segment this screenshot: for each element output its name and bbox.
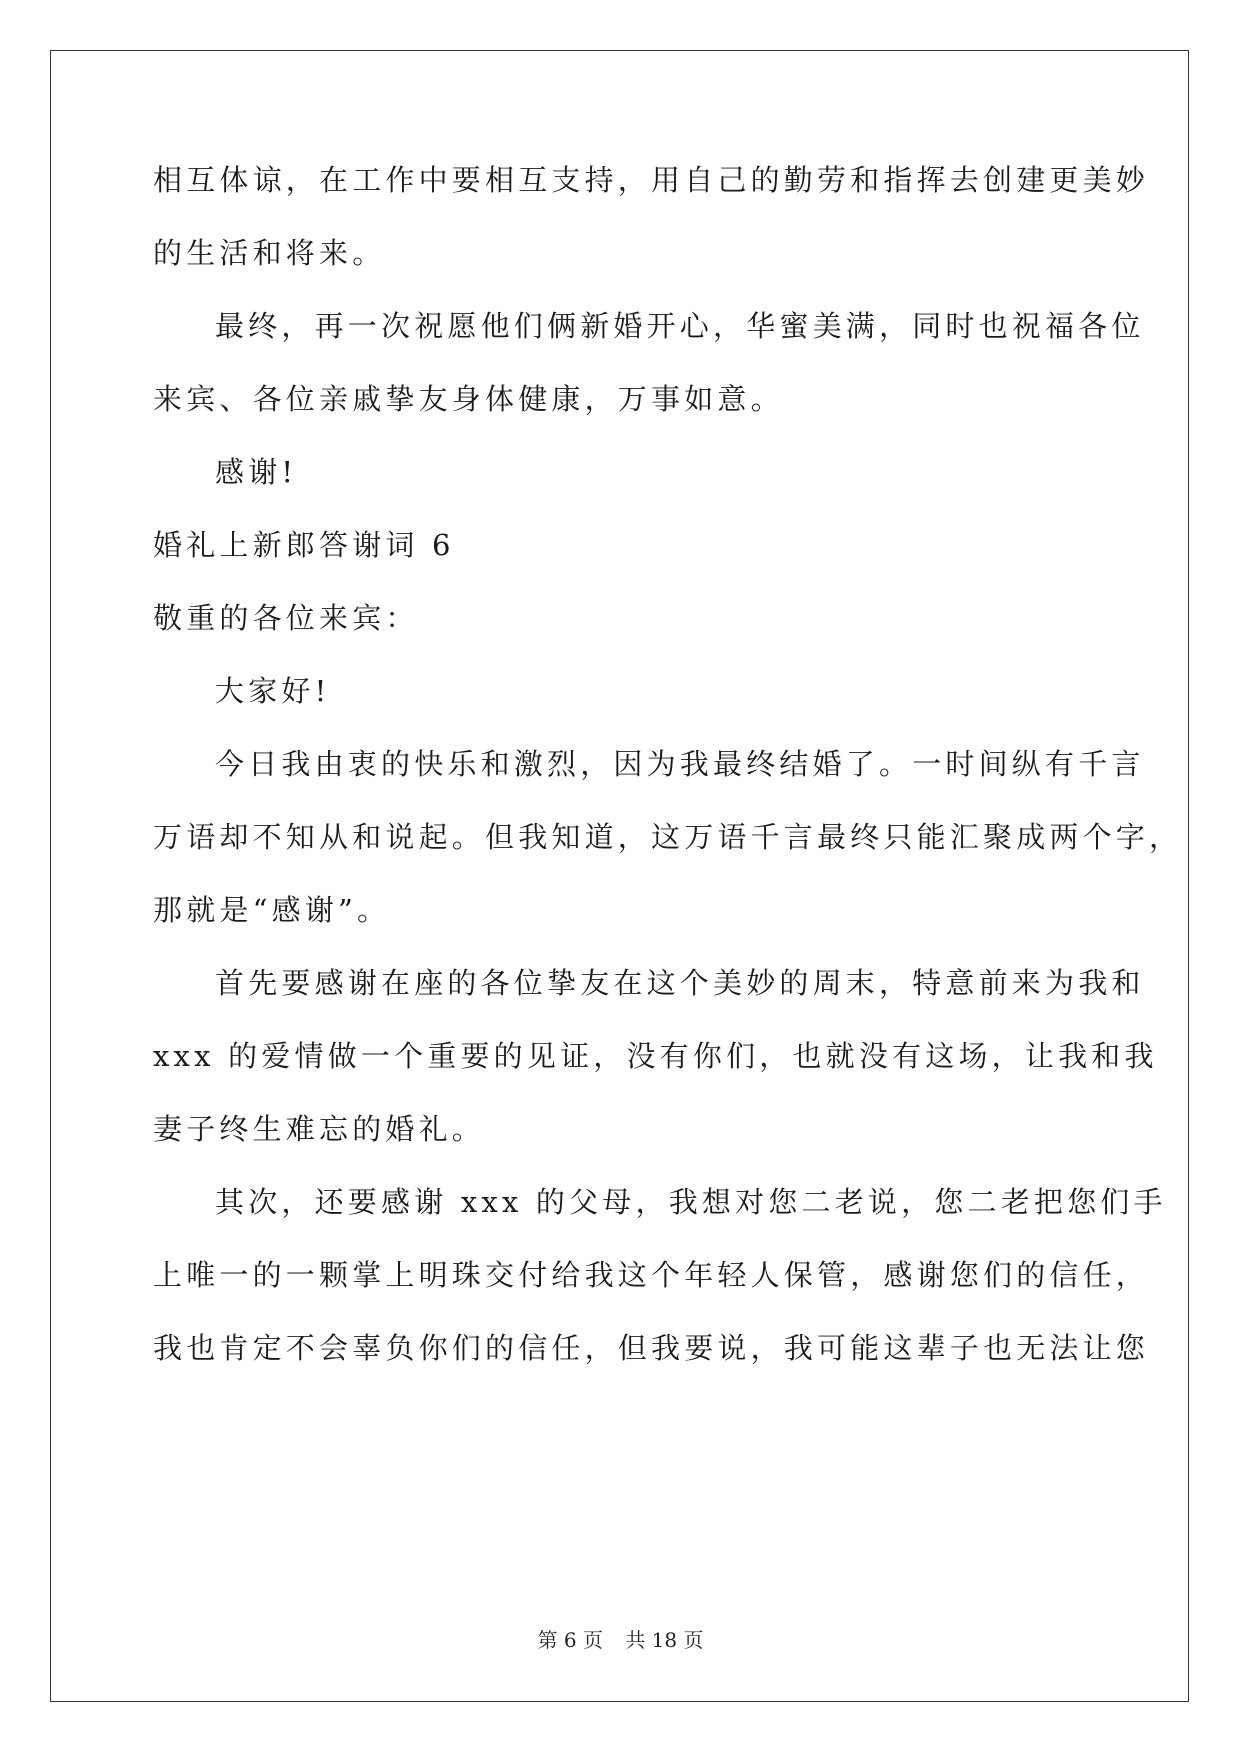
text-line: 妻子终生难忘的婚礼。	[153, 1112, 486, 1146]
text-line: 今日我由衷的快乐和激烈，因为我最终结婚了。一时间纵有千言	[215, 747, 1145, 781]
text-line: 万语却不知从和说起。但我知道，这万语千言最终只能汇聚成两个字，	[153, 820, 1183, 854]
text-line: 我也肯定不会辜负你们的信任，但我要说，我可能这辈子也无法让您	[153, 1331, 1150, 1365]
text-line: 首先要感谢在座的各位挚友在这个美妙的周末，特意前来为我和	[215, 966, 1145, 1000]
page-border	[50, 50, 1189, 1702]
page-footer	[0, 1627, 1241, 1653]
section-heading: 婚礼上新郎答谢词 6	[153, 528, 455, 562]
text-line: 上唯一的一颗掌上明珠交付给我这个年轻人保管，感谢您们的信任，	[153, 1258, 1150, 1292]
salutation: 敬重的各位来宾：	[153, 601, 419, 635]
text-line: 来宾、各位亲戚挚友身体健康，万事如意。	[153, 382, 784, 416]
text-line: 最终，再一次祝愿他们俩新婚开心，华蜜美满，同时也祝福各位	[215, 309, 1145, 343]
page-total: 共 18 页	[625, 1628, 704, 1652]
text-line: xxx 的爱情做一个重要的见证，没有你们，也就没有这场，让我和我	[153, 1039, 1158, 1073]
greeting: 大家好!	[215, 674, 331, 708]
page-number: 第 6 页	[537, 1628, 603, 1652]
text-line: 那就是“感谢”。	[153, 893, 391, 927]
text-line: 其次，还要感谢 xxx 的父母，我想对您二老说，您二老把您们手	[215, 1185, 1167, 1219]
text-line: 的生活和将来。	[153, 236, 386, 270]
text-line: 感谢!	[215, 455, 298, 489]
text-line: 相互体谅，在工作中要相互支持，用自己的勤劳和指挥去创建更美妙	[153, 163, 1150, 197]
